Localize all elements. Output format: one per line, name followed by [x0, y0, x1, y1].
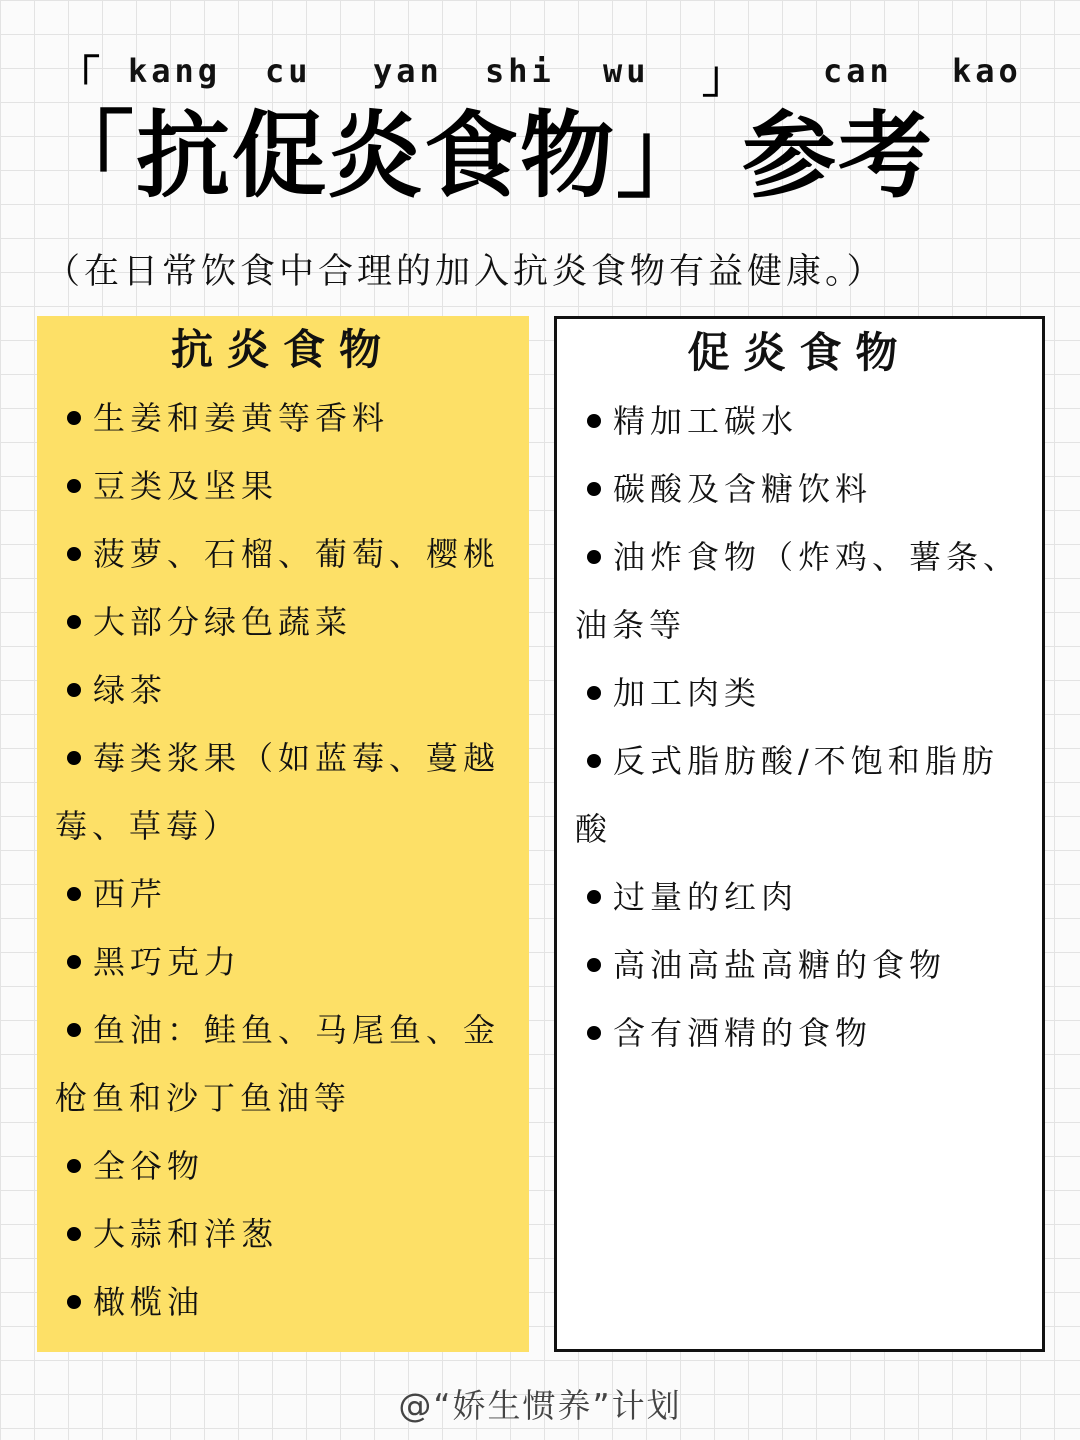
- list-item: [55, 452, 517, 520]
- bullet-icon: [67, 547, 81, 561]
- list-item: [575, 931, 1030, 999]
- pinyin-yan: yan: [373, 52, 443, 90]
- list-item: [55, 1200, 517, 1268]
- list-item-label: 加工肉类: [613, 674, 762, 712]
- list-item: [55, 1268, 517, 1336]
- pinyin-wu: wu: [603, 52, 650, 90]
- pinyin-close-bracket: 」: [702, 52, 746, 103]
- pinyin-open-bracket: 「: [56, 52, 100, 103]
- list-item-label: 豆类及坚果: [93, 467, 279, 505]
- bullet-icon: [587, 482, 601, 496]
- bullet-icon: [587, 1026, 601, 1040]
- list-item: [55, 996, 517, 1132]
- footer-credit: @“娇生惯养”计划: [398, 1386, 682, 1425]
- bullet-icon: [67, 1159, 81, 1173]
- list-item: [55, 520, 517, 588]
- list-item-label: 西芹: [93, 875, 168, 913]
- anti-inflammatory-heading: 抗炎食物: [170, 325, 395, 374]
- pinyin-kao: kao: [952, 52, 1022, 90]
- pro-inflammatory-list: [575, 387, 1030, 1067]
- bullet-icon: [587, 890, 601, 904]
- bullet-icon: [67, 411, 81, 425]
- list-item-label: 含有酒精的食物: [613, 1014, 873, 1052]
- list-item-label: 大蒜和洋葱: [93, 1215, 279, 1253]
- bullet-icon: [67, 751, 81, 765]
- page-title-main: 「抗促炎食物」: [40, 102, 713, 211]
- pinyin-shi: shi: [485, 52, 555, 90]
- bullet-icon: [67, 683, 81, 697]
- pinyin-can: can: [823, 52, 893, 90]
- bullet-icon: [587, 958, 601, 972]
- bullet-icon: [67, 887, 81, 901]
- list-item-label: 高油高盐高糖的食物: [613, 946, 947, 984]
- list-item-label: 鱼油：鲑鱼、马尾鱼、金枪鱼和沙丁鱼油等: [55, 1011, 501, 1117]
- list-item: [575, 387, 1030, 455]
- bullet-icon: [67, 479, 81, 493]
- list-item: [575, 659, 1030, 727]
- bullet-icon: [67, 615, 81, 629]
- list-item-label: 橄榄油: [93, 1283, 205, 1321]
- list-item-label: 碳酸及含糖饮料: [613, 470, 873, 508]
- page-subtitle: （在日常饮食中合理的加入抗炎食物有益健康。）: [45, 252, 886, 292]
- list-item: [575, 523, 1030, 659]
- bullet-icon: [587, 414, 601, 428]
- list-item: [55, 656, 517, 724]
- page-title-suffix: 参考: [742, 102, 935, 211]
- list-item-label: 油炸食物（炸鸡、薯条、油条等: [575, 538, 1021, 644]
- list-item-label: 全谷物: [93, 1147, 205, 1185]
- pro-inflammatory-panel: [554, 316, 1045, 1352]
- list-item-label: 大部分绿色蔬菜: [93, 603, 353, 641]
- pro-inflammatory-heading: 促炎食物: [687, 328, 912, 377]
- list-item-label: 反式脂肪酸/不饱和脂肪酸: [575, 742, 999, 848]
- list-item: [55, 384, 517, 452]
- bullet-icon: [587, 686, 601, 700]
- pinyin-row: [50, 52, 1040, 102]
- list-item-label: 精加工碳水: [613, 402, 799, 440]
- list-item-label: 黑巧克力: [93, 943, 242, 981]
- bullet-icon: [67, 1023, 81, 1037]
- anti-inflammatory-list: [55, 384, 517, 1336]
- anti-inflammatory-panel: [37, 316, 529, 1352]
- bullet-icon: [587, 754, 601, 768]
- bullet-icon: [67, 955, 81, 969]
- pinyin-kang: kang: [128, 52, 222, 90]
- list-item: [575, 863, 1030, 931]
- list-item: [575, 455, 1030, 523]
- list-item-label: 过量的红肉: [613, 878, 799, 916]
- list-item-label: 菠萝、石榴、葡萄、樱桃: [93, 535, 501, 573]
- list-item-label: 绿茶: [93, 671, 168, 709]
- list-item: [55, 724, 517, 860]
- list-item: [55, 1132, 517, 1200]
- list-item: [55, 588, 517, 656]
- list-item: [55, 928, 517, 996]
- bullet-icon: [67, 1227, 81, 1241]
- list-item-label: 生姜和姜黄等香料: [93, 399, 390, 437]
- bullet-icon: [67, 1295, 81, 1309]
- bullet-icon: [587, 550, 601, 564]
- list-item-label: 莓类浆果（如蓝莓、蔓越莓、草莓）: [55, 739, 501, 845]
- list-item: [575, 727, 1030, 863]
- list-item: [55, 860, 517, 928]
- pinyin-cu: cu: [265, 52, 312, 90]
- page-title: [40, 102, 1050, 212]
- list-item: [575, 999, 1030, 1067]
